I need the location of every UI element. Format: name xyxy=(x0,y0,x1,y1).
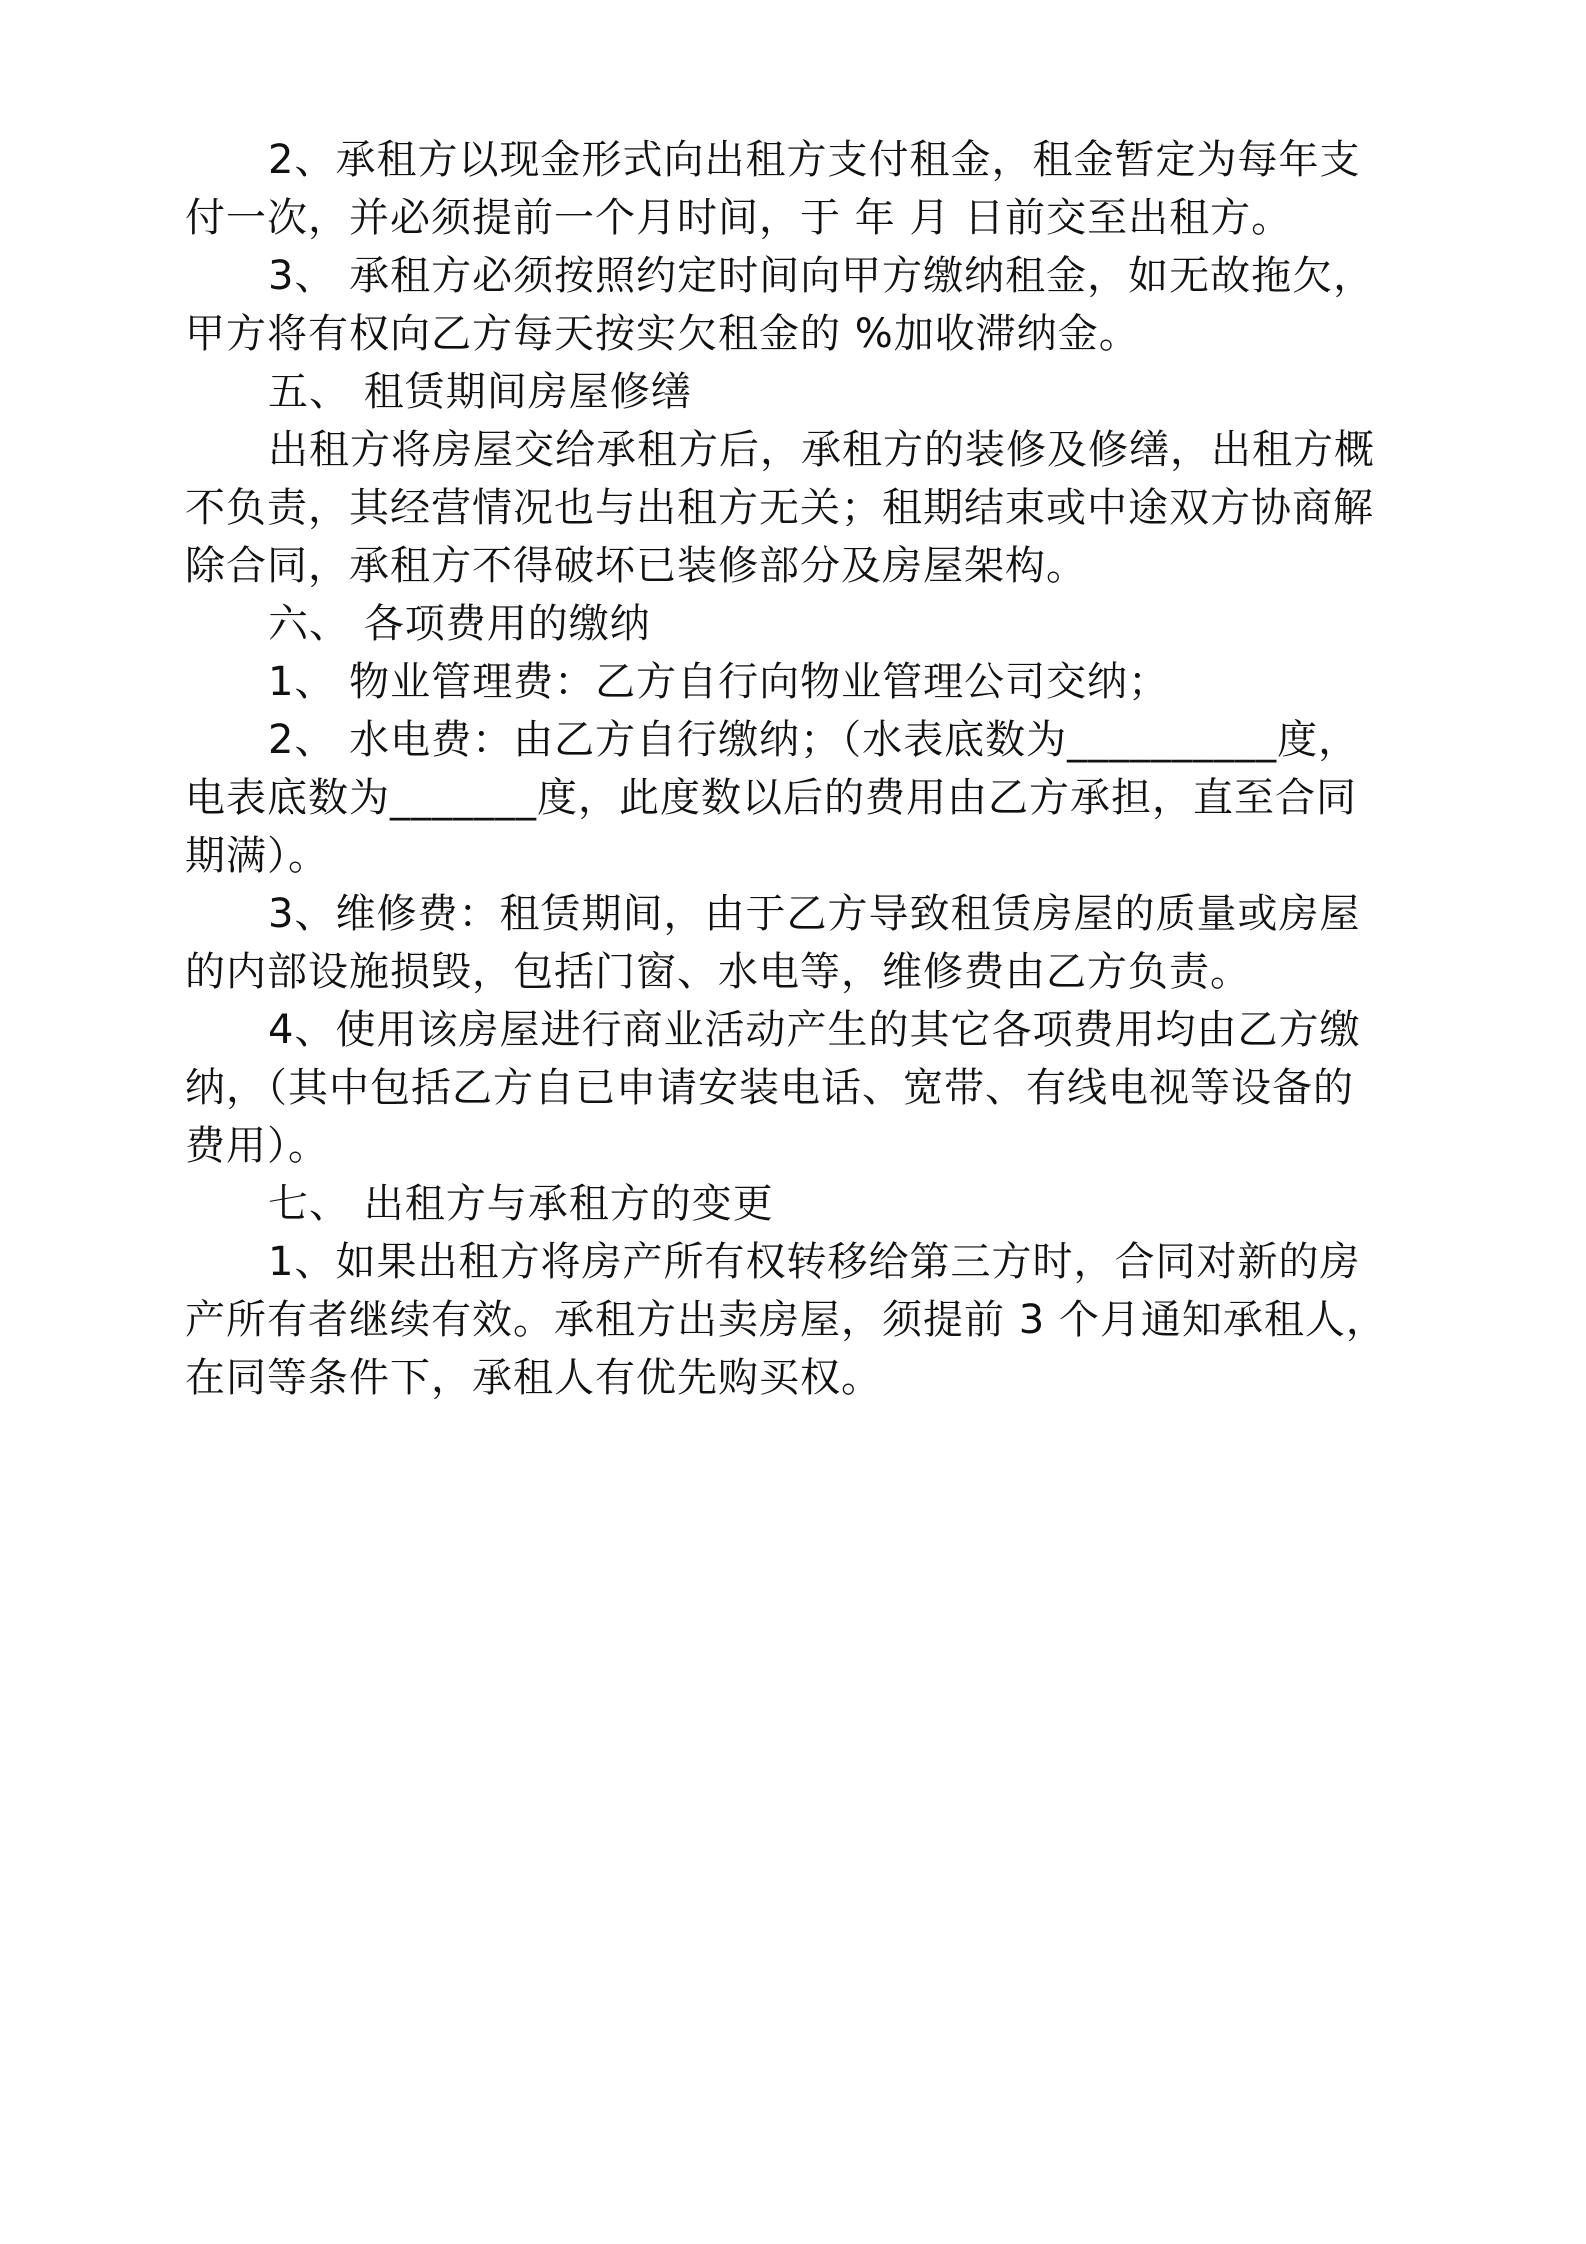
text-line-6: 出租方将房屋交给承租方后，承租方的装修及修缮，出租方概 xyxy=(268,427,1375,473)
text-line-2: 付一次，并必须提前一个月时间，于 年 月 日前交至出租方。 xyxy=(185,195,1293,241)
section-heading-5: 五、 租赁期间房屋修缮 xyxy=(268,369,692,415)
section-heading-6: 六、 各项费用的缴纳 xyxy=(268,601,651,647)
text-line-11: 2、 水电费：由乙方自行缴纳；（水表底数为__________度， xyxy=(268,717,1360,763)
text-line-4: 甲方将有权向乙方每天按实欠租金的 %加收滞纳金。 xyxy=(185,311,1140,357)
text-line-7: 不负责，其经营情况也与出租方无关；租期结束或中途双方协商解 xyxy=(185,485,1374,531)
text-line-15: 的内部设施损毁，包括门窗、水电等，维修费由乙方负责。 xyxy=(185,949,1251,995)
text-line-13: 期满）。 xyxy=(185,833,329,879)
text-line-8: 除合同，承租方不得破坏已装修部分及房屋架构。 xyxy=(185,543,1087,589)
text-line-20: 1、如果出租方将房产所有权转移给第三方时，合同对新的房 xyxy=(268,1239,1361,1285)
section-heading-7: 七、 出租方与承租方的变更 xyxy=(268,1181,774,1227)
text-line-14: 3、维修费：租赁期间，由于乙方导致租赁房屋的质量或房屋 xyxy=(268,891,1361,937)
text-line-3: 3、 承租方必须按照约定时间向甲方缴纳租金，如无故拖欠， xyxy=(268,253,1375,299)
text-line-21: 产所有者继续有效。承租方出卖房屋，须提前 3 个月通知承租人， xyxy=(185,1297,1387,1343)
text-line-1: 2、承租方以现金形式向出租方支付租金，租金暂定为每年支 xyxy=(268,137,1361,183)
text-line-22: 在同等条件下，承租人有优先购买权。 xyxy=(185,1355,882,1401)
text-line-16: 4、使用该房屋进行商业活动产生的其它各项费用均由乙方缴 xyxy=(268,1007,1361,1053)
text-line-12: 电表底数为_______度，此度数以后的费用由乙方承担，直至合同 xyxy=(185,775,1357,821)
text-line-18: 费用）。 xyxy=(185,1123,329,1169)
text-line-10: 1、 物业管理费：乙方自行向物业管理公司交纳； xyxy=(268,659,1170,705)
text-line-17: 纳，（其中包括乙方自已申请安装电话、宽带、有线电视等设备的 xyxy=(185,1065,1354,1111)
